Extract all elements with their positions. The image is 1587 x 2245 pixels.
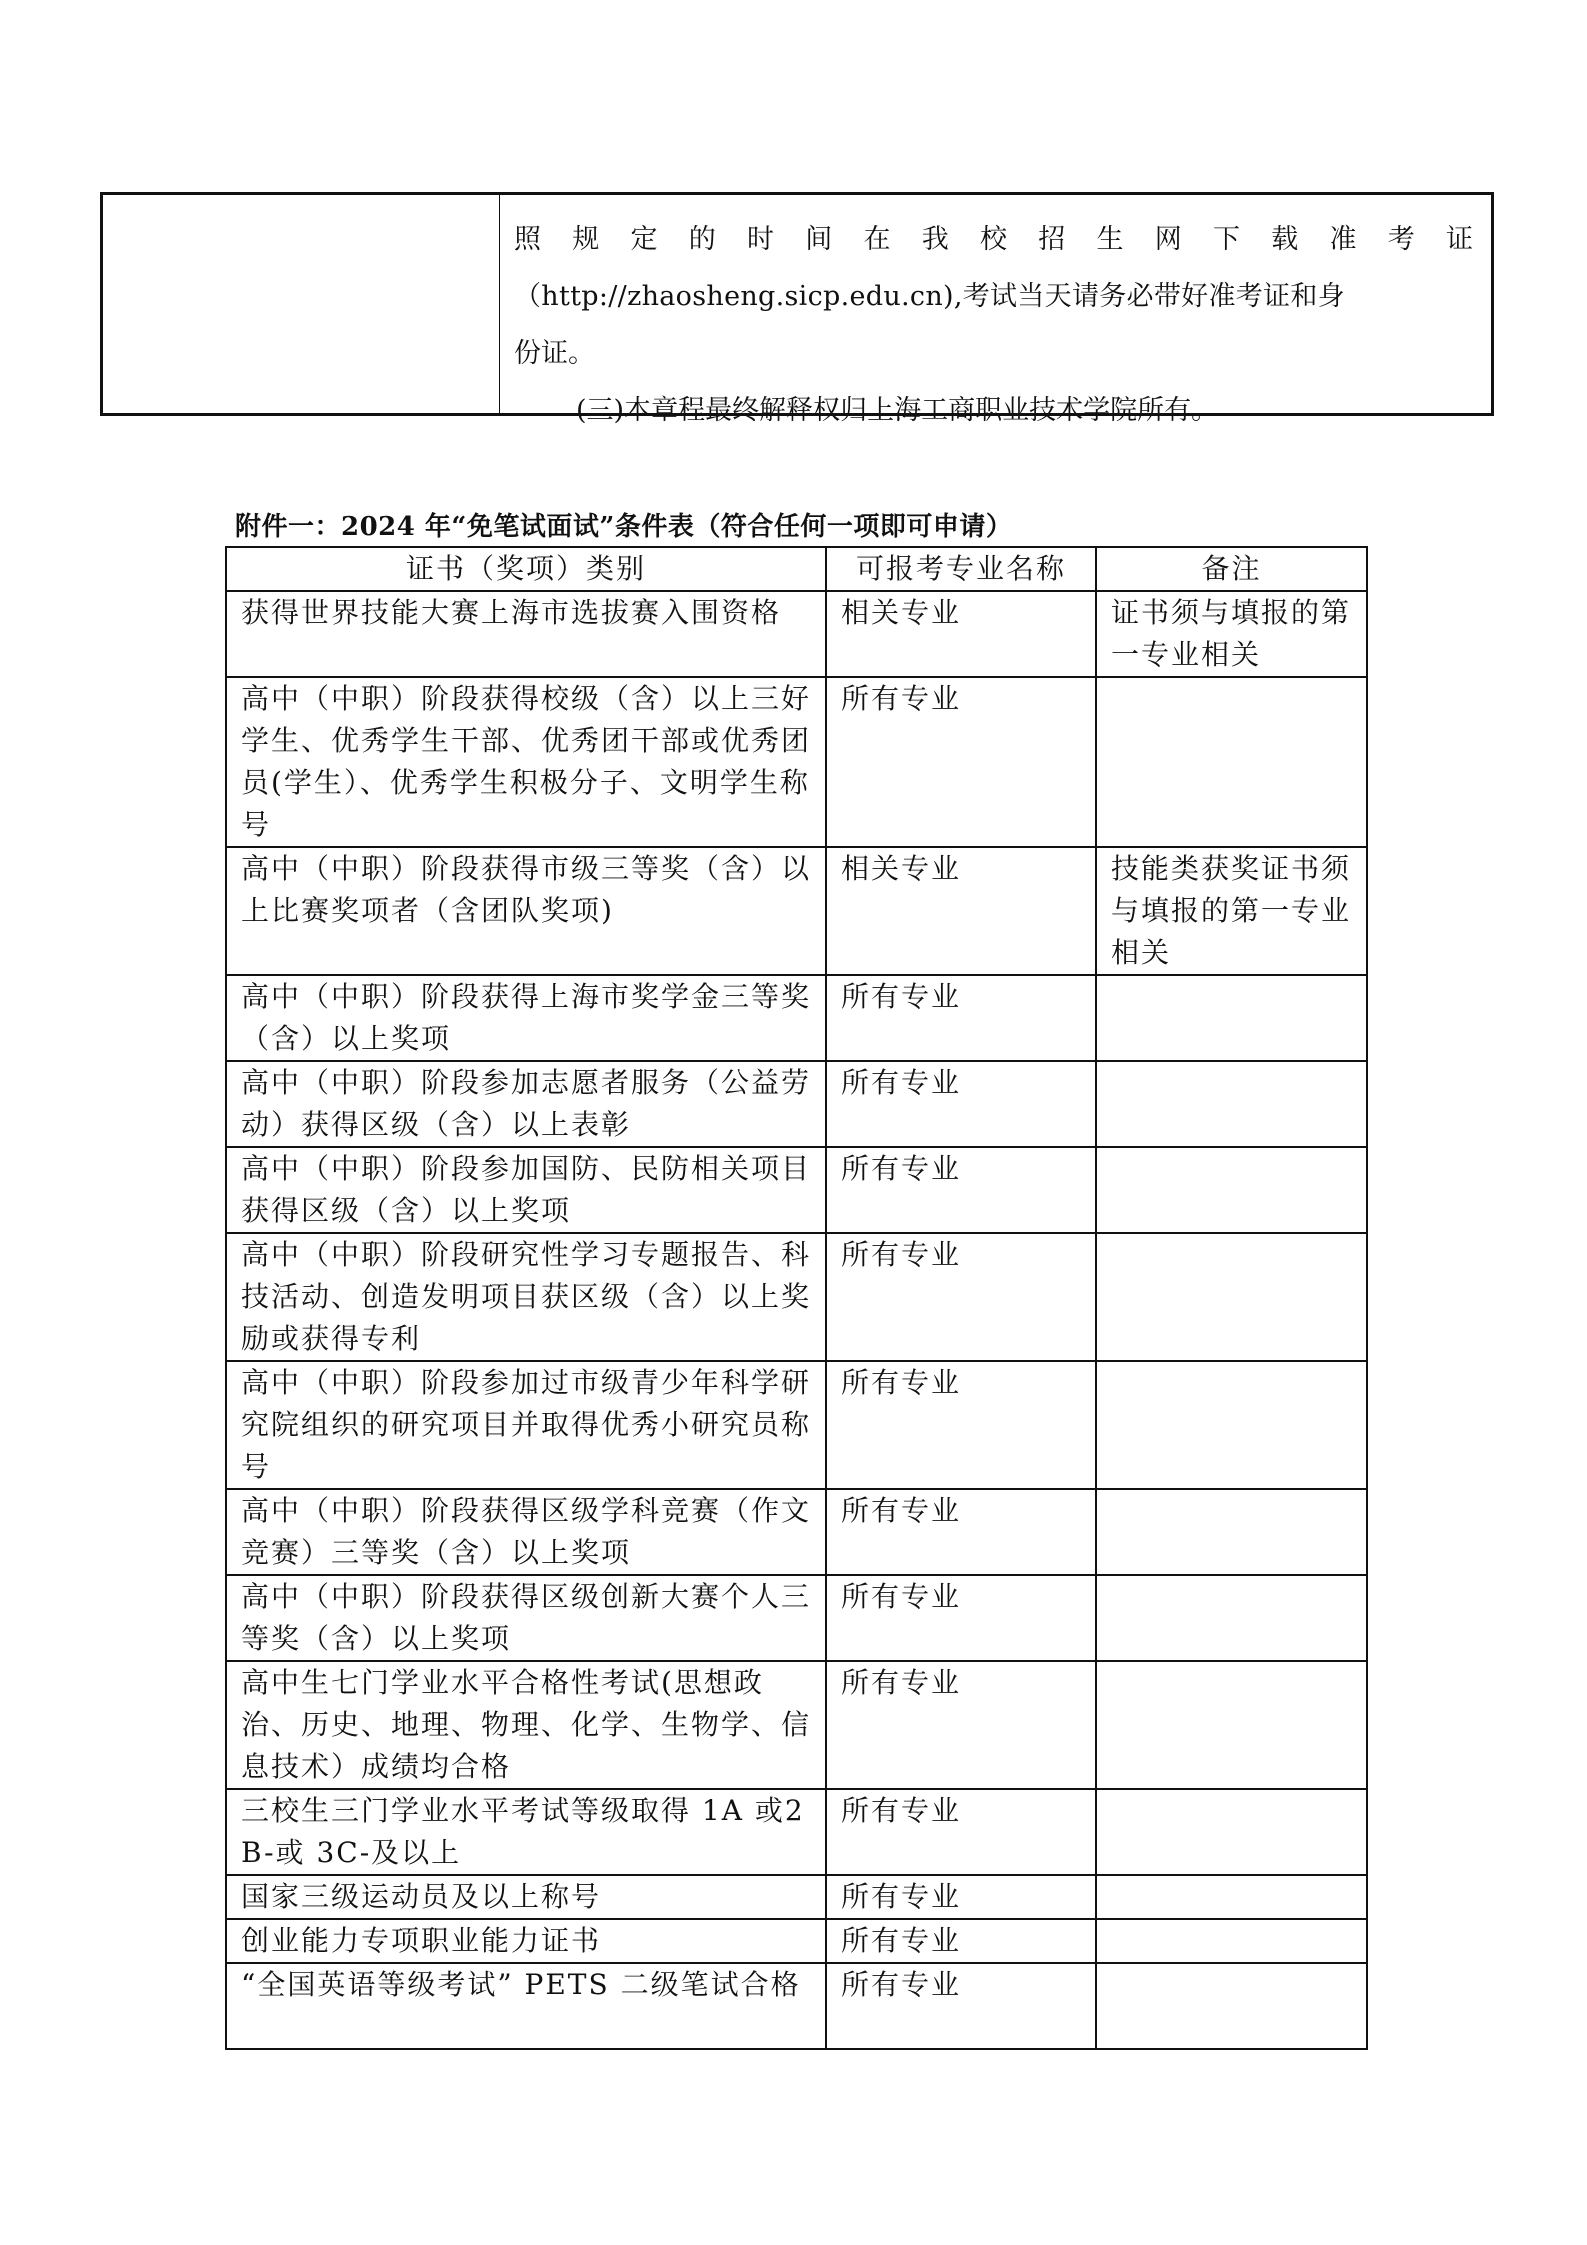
cell-note <box>1096 1061 1367 1147</box>
cell-major-text: 所有专业 <box>841 682 962 715</box>
table-row <box>226 1661 1367 1789</box>
cell-category-text: 创业能力专项职业能力证书 <box>241 1924 602 1957</box>
header-major: 可报考专业名称 <box>826 547 1096 591</box>
cell-category <box>226 1875 826 1919</box>
cell-category <box>226 1919 826 1963</box>
cell-major <box>826 1147 1096 1233</box>
attachment-title: 附件一：2024 年“免笔试面试”条件表（符合任何一项即可申请） <box>235 512 1013 542</box>
cell-major <box>826 975 1096 1061</box>
cell-category <box>226 1489 826 1575</box>
cell-category-text: 高中（中职）阶段研究性学习专题报告、科技活动、创造发明项目获区级（含）以上奖励或获得专利 <box>241 1238 812 1355</box>
continuation-left-cell <box>103 195 500 413</box>
cell-major-text: 相关专业 <box>841 596 962 629</box>
continuation-right-cell <box>500 195 1491 426</box>
cell-major-text: 所有专业 <box>841 1794 962 1827</box>
cell-major-text: 所有专业 <box>841 1238 962 1271</box>
cell-category-text: 高中（中职）阶段获得区级创新大赛个人三等奖（含）以上奖项 <box>241 1580 812 1655</box>
cell-category <box>226 1661 826 1789</box>
cell-category <box>226 1361 826 1489</box>
table-row <box>226 1233 1367 1361</box>
cell-category-text: 高中（中职）阶段获得市级三等奖（含）以上比赛奖项者（含团队奖项) <box>241 852 812 927</box>
cell-major <box>826 677 1096 847</box>
cell-note <box>1096 1875 1367 1919</box>
cell-major-text: 所有专业 <box>841 1880 962 1913</box>
cell-major <box>826 1919 1096 1963</box>
cell-major <box>826 1661 1096 1789</box>
cell-note <box>1096 1489 1367 1575</box>
cell-major <box>826 1963 1096 2049</box>
cell-note <box>1096 847 1367 975</box>
cell-major-text: 所有专业 <box>841 1968 962 2001</box>
cell-category <box>226 677 826 847</box>
exam-ticket-line-1: 照 规 定 的 时 间 在 我 校 招 生 网 下 载 准 考 证 <box>514 224 1473 255</box>
cell-category <box>226 847 826 975</box>
continuation-table <box>100 192 1494 426</box>
cell-major-text: 相关专业 <box>841 852 962 885</box>
table-row <box>226 1361 1367 1489</box>
table-row <box>226 1875 1367 1919</box>
cell-category <box>226 1789 826 1875</box>
cell-category <box>226 1575 826 1661</box>
cell-category-text: 高中生七门学业水平合格性考试(思想政治、历史、地理、物理、化学、生物学、信息技术）成绩均合格 <box>241 1666 812 1783</box>
conditions-table <box>225 546 1368 2050</box>
header-category: 证书（奖项）类别 <box>226 547 826 591</box>
cell-note <box>1096 1361 1367 1489</box>
cell-category-text: 获得世界技能大赛上海市选拔赛入围资格 <box>241 596 782 629</box>
cell-category-text: 高中（中职）阶段参加国防、民防相关项目获得区级（含）以上奖项 <box>241 1152 812 1227</box>
table-row <box>226 1919 1367 1963</box>
cell-major-text: 所有专业 <box>841 1366 962 1399</box>
cell-major <box>826 1789 1096 1875</box>
cell-category-text: 国家三级运动员及以上称号 <box>241 1880 602 1913</box>
table-row <box>226 1489 1367 1575</box>
table-row <box>226 847 1367 975</box>
table-body <box>226 591 1367 2049</box>
cell-note <box>1096 1963 1367 2049</box>
cell-category-text: 高中（中职）阶段参加过市级青少年科学研究院组织的研究项目并取得优秀小研究员称号 <box>241 1366 812 1483</box>
cell-note <box>1096 975 1367 1061</box>
table-header-row <box>226 547 1367 591</box>
cell-note <box>1096 1575 1367 1661</box>
cell-major-text: 所有专业 <box>841 1580 962 1613</box>
cell-category <box>226 1147 826 1233</box>
table-row <box>226 1061 1367 1147</box>
table-row <box>226 1147 1367 1233</box>
cell-category <box>226 591 826 677</box>
cell-note <box>1096 591 1367 677</box>
cell-category-text: 高中（中职）阶段获得区级学科竞赛（作文竞赛）三等奖（含）以上奖项 <box>241 1494 812 1569</box>
cell-category-text: 三校生三门学业水平考试等级取得 1A 或2B-或 3C-及以上 <box>241 1794 805 1869</box>
table-row <box>226 975 1367 1061</box>
cell-category <box>226 1233 826 1361</box>
cell-major <box>826 1233 1096 1361</box>
cell-note-text: 技能类获奖证书须与填报的第一专业相关 <box>1111 852 1352 969</box>
cell-major <box>826 847 1096 975</box>
exam-ticket-line-2: （http://zhaosheng.sicp.edu.cn),考试当天请务必带好准考证和身 <box>514 281 1345 312</box>
table-row <box>226 677 1367 847</box>
cell-major-text: 所有专业 <box>841 1066 962 1099</box>
table-row <box>226 1963 1367 2049</box>
interpretation-clause: (三)本章程最终解释权归上海工商职业技术学院所有。 <box>576 395 1219 426</box>
cell-note <box>1096 1661 1367 1789</box>
cell-major <box>826 1575 1096 1661</box>
cell-note <box>1096 1233 1367 1361</box>
table-row <box>226 1789 1367 1875</box>
cell-note <box>1096 677 1367 847</box>
cell-category-text: “全国英语等级考试” PETS 二级笔试合格 <box>241 1968 801 2001</box>
cell-major <box>826 1061 1096 1147</box>
cell-major <box>826 1875 1096 1919</box>
cell-major-text: 所有专业 <box>841 1494 962 1527</box>
table-row <box>226 1575 1367 1661</box>
cell-major-text: 所有专业 <box>841 1666 962 1699</box>
cell-note <box>1096 1919 1367 1963</box>
cell-note <box>1096 1789 1367 1875</box>
cell-major-text: 所有专业 <box>841 1924 962 1957</box>
cell-category-text: 高中（中职）阶段获得校级（含）以上三好学生、优秀学生干部、优秀团干部或优秀团员(学生）、优秀学生积极分子、文明学生称号 <box>241 682 812 841</box>
cell-note <box>1096 1147 1367 1233</box>
cell-note-text: 证书须与填报的第一专业相关 <box>1111 596 1352 671</box>
cell-category <box>226 975 826 1061</box>
cell-category <box>226 1963 826 2049</box>
cell-category <box>226 1061 826 1147</box>
cell-major-text: 所有专业 <box>841 980 962 1013</box>
cell-category-text: 高中（中职）阶段参加志愿者服务（公益劳动）获得区级（含）以上表彰 <box>241 1066 812 1141</box>
cell-major <box>826 1361 1096 1489</box>
cell-major <box>826 1489 1096 1575</box>
cell-major <box>826 591 1096 677</box>
cell-category-text: 高中（中职）阶段获得上海市奖学金三等奖（含）以上奖项 <box>241 980 812 1055</box>
table-row <box>226 591 1367 677</box>
cell-major-text: 所有专业 <box>841 1152 962 1185</box>
header-note: 备注 <box>1096 547 1367 591</box>
exam-ticket-line-3: 份证。 <box>514 338 595 369</box>
